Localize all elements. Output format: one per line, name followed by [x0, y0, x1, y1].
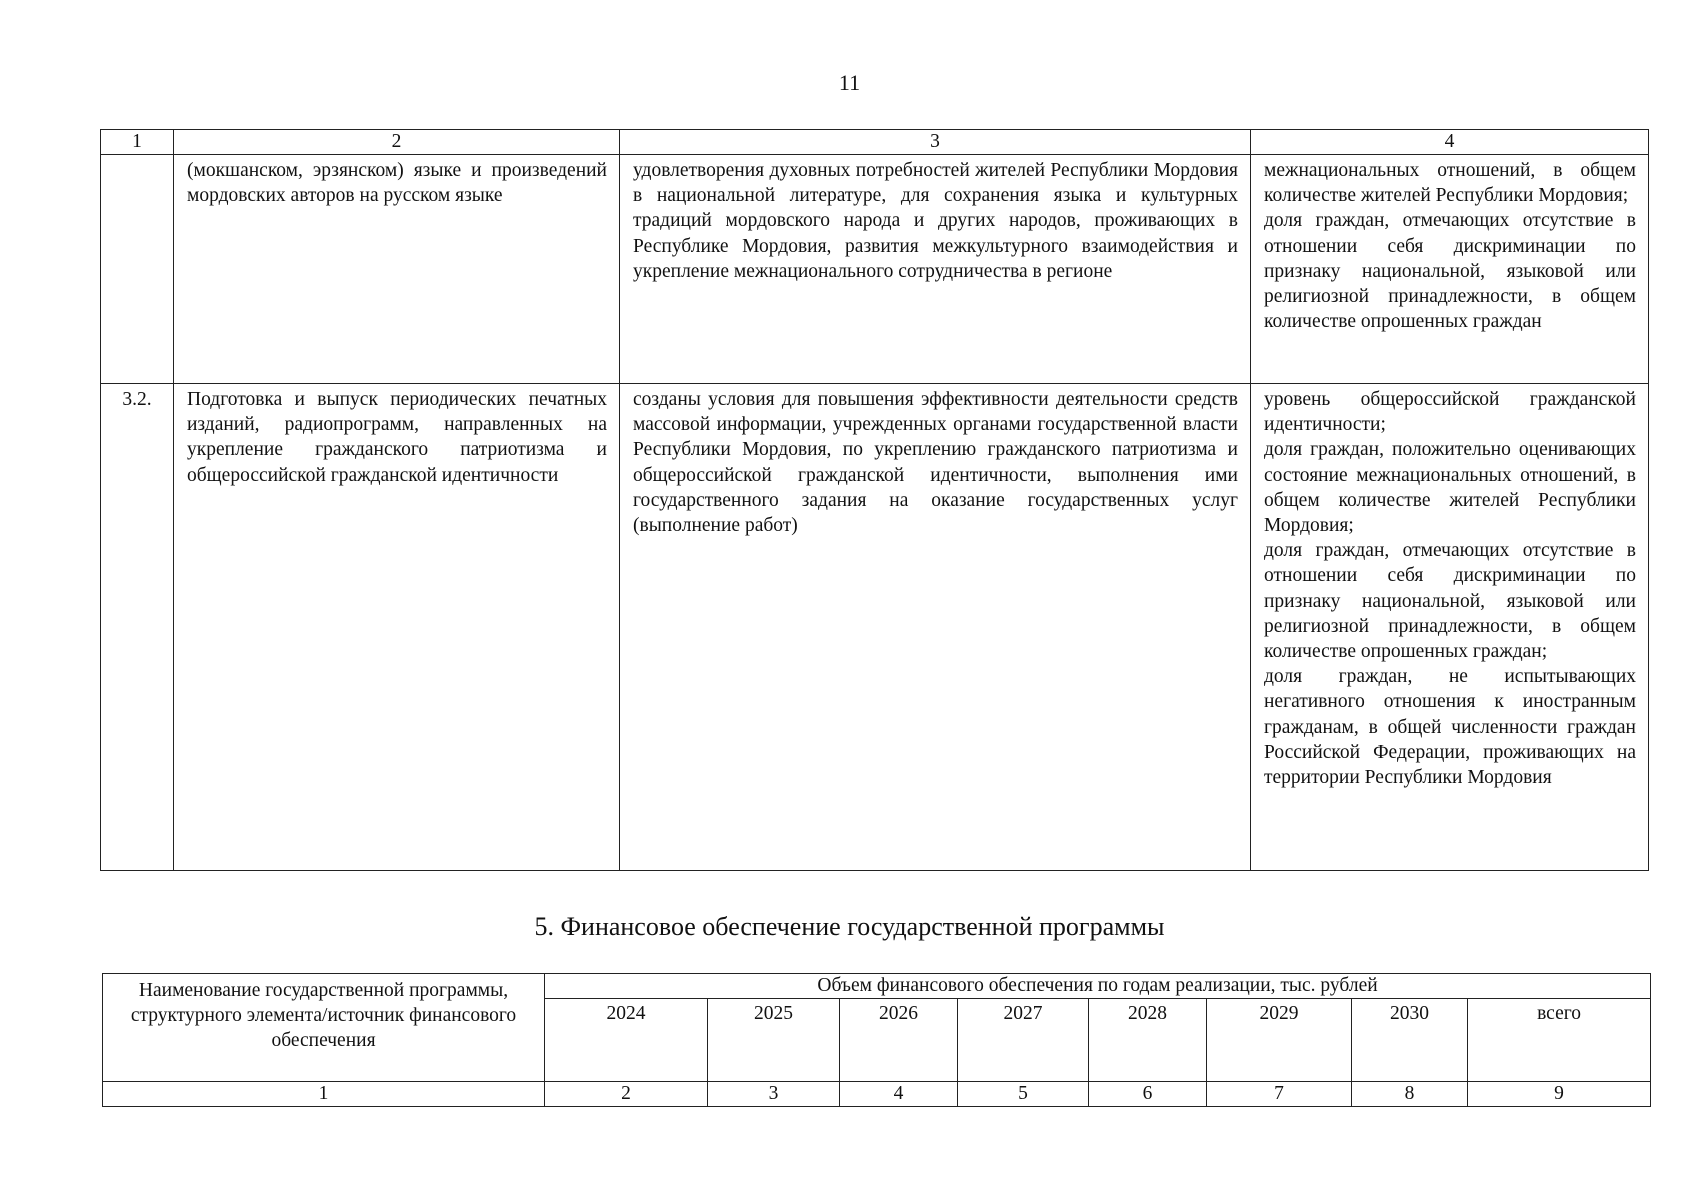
column-number: 9 [1468, 1082, 1651, 1107]
column-number: 6 [1089, 1082, 1207, 1107]
table-row [101, 384, 1649, 871]
year-header-2027: 2027 [958, 999, 1089, 1082]
finance-table [102, 973, 1651, 1107]
indicator-item: доля граждан, не испытывающих негативного отношения к иностранным гражданам, в общей численности граждан Российской Федерации, проживающих на территории Республики Мордовия [1264, 666, 1636, 789]
year-header-2028: 2028 [1089, 999, 1207, 1082]
year-header-2030: 2030 [1352, 999, 1468, 1082]
page-number: 11 [838, 70, 861, 95]
year-header-2029: 2029 [1207, 999, 1352, 1082]
measure-indicators [1251, 155, 1649, 384]
measure-result: созданы условия для повышения эффективности деятельности средств массовой информации, учрежденных органами государственной власти Республики Мордовия, по укреплению гражданского патриотизма и общероссийской гражданской идентичности, выполнения ими государственного задания на оказание государственных услуг (выполнение работ) [620, 384, 1251, 871]
total-header: всего [1468, 999, 1651, 1082]
column-header: 3 [620, 130, 1251, 155]
indicator-item: межнациональных отношений, в общем количестве жителей Республики Мордовия; [1264, 160, 1636, 207]
measure-result: удовлетворения духовных потребностей жителей Республики Мордовия в национальной литературе, для сохранения языка и культурных традиций мордовского народа и других народов, проживающих в Республике Мордовия, развития межкультурного взаимодействия и укрепление межнационального сотрудничества в регионе [620, 155, 1251, 384]
column-number: 4 [840, 1082, 958, 1107]
indicator-item: уровень общероссийской гражданской идентичности; [1264, 389, 1636, 436]
row-number: 3.2. [101, 384, 174, 871]
column-header: 2 [174, 130, 620, 155]
column-header: 4 [1251, 130, 1649, 155]
column-number: 2 [545, 1082, 708, 1107]
measures-header-row [101, 130, 1649, 155]
column-header: 1 [101, 130, 174, 155]
column-number: 7 [1207, 1082, 1352, 1107]
row-number [101, 155, 174, 384]
finance-header-row [103, 974, 1651, 999]
indicator-item: доля граждан, отмечающих отсутствие в отношении себя дискриминации по признаку национальной, языковой или религиозной принадлежности, в общем количестве опрошенных граждан; [1264, 540, 1636, 663]
program-name-header: Наименование государственной программы, структурного элемента/источник финансового обеспечения [103, 974, 545, 1082]
column-number: 3 [708, 1082, 840, 1107]
indicator-item: доля граждан, отмечающих отсутствие в отношении себя дискриминации по признаку национальной, языковой или религиозной принадлежности, в общем количестве опрошенных граждан [1264, 210, 1636, 333]
year-header-2025: 2025 [708, 999, 840, 1082]
table-row [101, 155, 1649, 384]
indicator-item: доля граждан, положительно оценивающих состояние межнациональных отношений, в общем количестве жителей Республики Мордовия; [1264, 439, 1636, 537]
year-header-2024: 2024 [545, 999, 708, 1082]
column-number-row [103, 1082, 1651, 1107]
column-number: 5 [958, 1082, 1089, 1107]
measure-name: Подготовка и выпуск периодических печатных изданий, радиопрограмм, направленных на укрепление гражданского патриотизма и общероссийской гражданской идентичности [174, 384, 620, 871]
column-number: 8 [1352, 1082, 1468, 1107]
column-number: 1 [103, 1082, 545, 1107]
funding-volume-header: Объем финансового обеспечения по годам реализации, тыс. рублей [545, 974, 1651, 999]
section-title: 5. Финансовое обеспечение государственной программы [534, 912, 1165, 941]
year-header-2026: 2026 [840, 999, 958, 1082]
measures-table [100, 129, 1649, 871]
measure-indicators [1251, 384, 1649, 871]
measure-name: (мокшанском, эрзянском) языке и произведений мордовских авторов на русском языке [174, 155, 620, 384]
